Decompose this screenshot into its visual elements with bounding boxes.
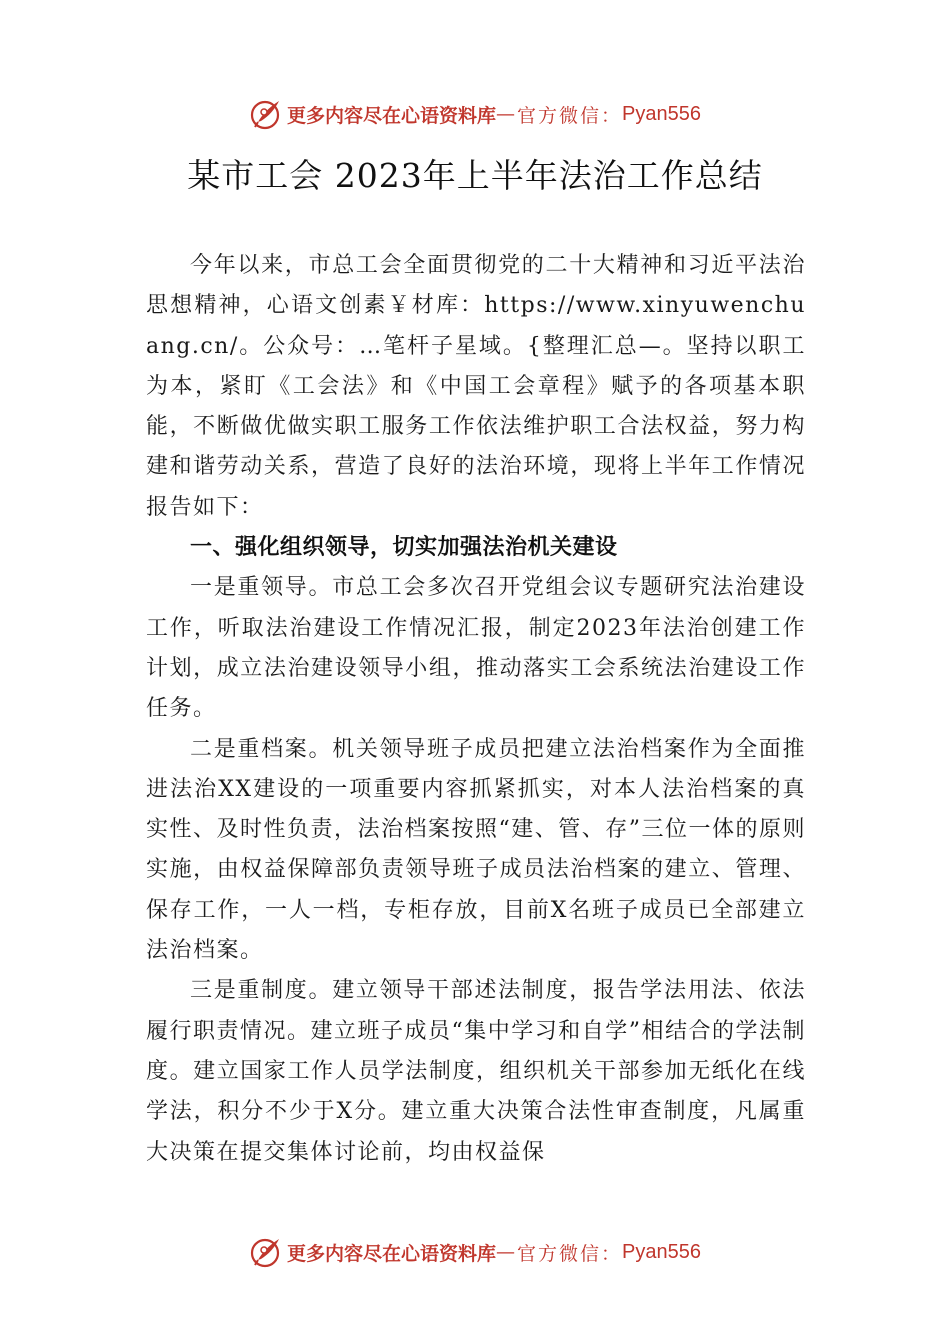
- document-body: [146, 246, 806, 1173]
- banner-text: 更多内容尽在心语资料库: [287, 104, 497, 127]
- section-heading-1: 一、强化组织领导，切实加强法治机关建设: [190, 535, 618, 561]
- bottom-banner: [0, 1232, 950, 1272]
- paragraph-leadership: 一是重领导。市总工会多次召开党组会议专题研究法治建设工作，听取法治建设工作情况汇报，制定2023年法治创建工作计划，成立法治建设领导小组，推动落实工会系统法治建设工作任务。: [146, 575, 806, 722]
- quill-logo-icon: [249, 1235, 283, 1269]
- banner-wechat-id: Pyan556: [622, 102, 701, 125]
- intro-paragraph: 今年以来，市总工会全面贯彻党的二十大精神和习近平法治思想精神，心语文创素￥材库：https://www.xinyuwenchuang.cn/。公众号：…笔杆子星域。{整理汇总—。坚持以职工为本，紧盯《工会法》和《中国工会章程》赋予的各项基本职能，不断做优做实职工服务工作依法维护职工合法权益，努力构建和谐劳动关系，营造了良好的法治环境，现将上半年工作情况报告如下：: [146, 253, 806, 520]
- banner-wechat-label: 官方微信：: [517, 1242, 623, 1265]
- paragraph-system: 三是重制度。建立领导干部述法制度，报告学法用法、依法履行职责情况。建立班子成员“集中学习和自学”相结合的学法制度。建立国家工作人员学法制度，组织机关干部参加无纸化在线学法，积分不少于X分。建立重大决策合法性审查制度，凡属重大决策在提交集体讨论前，均由权益保: [146, 978, 806, 1165]
- banner-text: 更多内容尽在心语资料库: [287, 1242, 497, 1265]
- top-banner: [0, 94, 950, 134]
- banner-dash: —: [496, 1241, 518, 1263]
- document-title: 某市工会 2023年上半年法治工作总结: [187, 156, 763, 195]
- paragraph-archives: 二是重档案。机关领导班子成员把建立法治档案作为全面推进法治XX建设的一项重要内容抓紧抓实，对本人法治档案的真实性、及时性负责，法治档案按照“建、管、存”三位一体的原则实施，由权益保障部负责领导班子成员法治档案的建立、管理、保存工作，一人一档，专柜存放，目前X名班子成员已全部建立法治档案。: [146, 736, 806, 964]
- quill-logo-icon: [249, 97, 283, 131]
- banner-wechat-label: 官方微信：: [517, 104, 623, 127]
- banner-wechat-id: Pyan556: [622, 1240, 701, 1263]
- banner-dash: —: [496, 103, 518, 125]
